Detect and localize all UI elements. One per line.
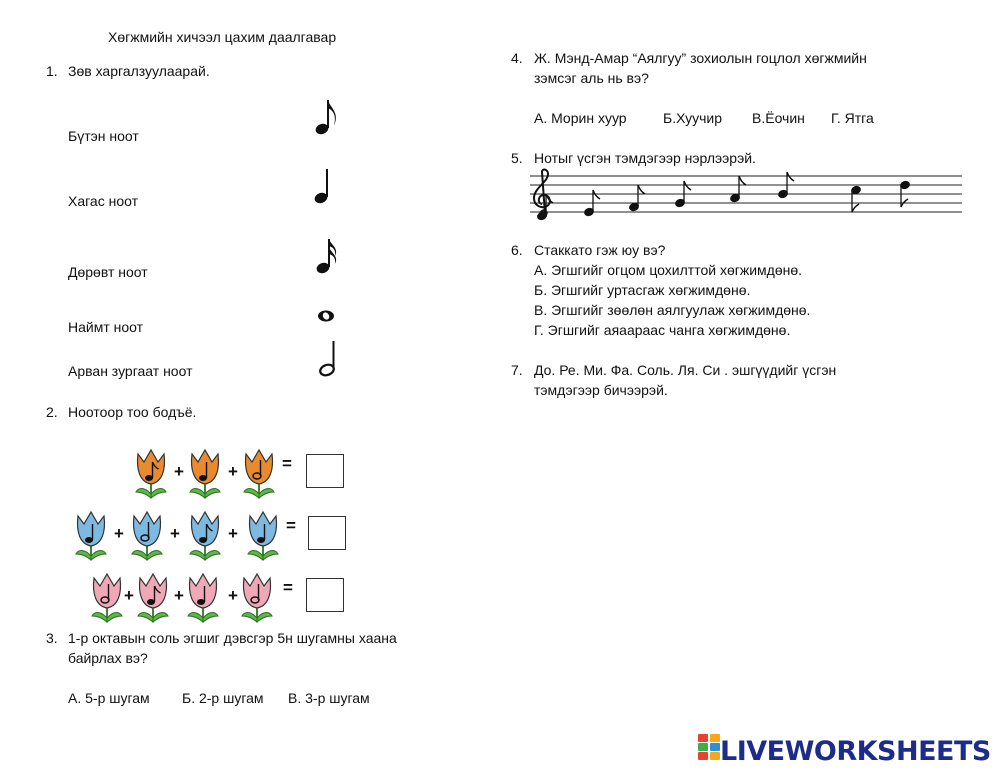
page-title: Хөгжмийн хичээл цахим даалгавар — [108, 29, 337, 45]
q3-text-line2: байрлах вэ? — [68, 650, 148, 666]
q5-number: 5. — [511, 150, 523, 166]
tulip-note-icon — [240, 448, 278, 500]
equals-sign: = — [286, 516, 296, 535]
q3-option-a[interactable]: А. 5-р шугам — [68, 690, 150, 706]
q6-option-a[interactable]: А. Эгшгийг огцом цохилттой хөгжимдөнө. — [534, 262, 803, 278]
q4-option-c[interactable]: В.Ёочин — [752, 110, 805, 126]
q3-text-line1: 1-р октавын соль эгшиг дэвсгэр 5н шугамны хаана — [68, 630, 397, 646]
q5-text: Нотыг үсгэн тэмдэгээр нэрлээрэй. — [534, 150, 756, 166]
tulip-note-icon — [244, 510, 282, 562]
plus-sign: + — [124, 586, 134, 605]
whole-note-icon[interactable] — [316, 307, 338, 325]
tulip-note-icon — [184, 572, 222, 624]
tulip-note-icon — [88, 572, 126, 624]
answer-box[interactable] — [306, 454, 344, 488]
q7-text-line2: тэмдэгээр бичээрэй. — [534, 382, 668, 398]
staff-note-7 — [851, 185, 862, 212]
plus-sign: + — [170, 524, 180, 543]
q4-text-line2: зэмсэг аль нь вэ? — [534, 70, 649, 86]
q1-number: 1. — [46, 63, 58, 79]
tulip-note-icon — [128, 510, 166, 562]
staff-note-5 — [730, 176, 746, 203]
logo-blocks-icon — [698, 734, 720, 768]
q1-label-whole[interactable]: Бүтэн ноот — [68, 128, 139, 144]
answer-box[interactable] — [306, 578, 344, 612]
equals-sign: = — [282, 454, 292, 473]
q6-text: Стаккато гэж юу вэ? — [534, 242, 666, 258]
eighth-note-icon[interactable] — [310, 98, 340, 138]
music-staff — [530, 168, 962, 224]
liveworksheets-logo[interactable] — [698, 734, 991, 768]
q1-label-sixteenth[interactable]: Арван зургаат ноот — [68, 363, 193, 379]
q1-label-quarter[interactable]: Дөрөвт ноот — [68, 264, 148, 280]
q3-number: 3. — [46, 630, 58, 646]
tulip-note-icon — [132, 448, 170, 500]
q4-option-a[interactable]: А. Морин хуур — [534, 110, 627, 126]
q6-option-b[interactable]: Б. Эгшгийг уртасгаж хөгжимдөнө. — [534, 282, 751, 298]
q3-option-b[interactable]: Б. 2-р шугам — [182, 690, 264, 706]
plus-sign: + — [174, 462, 184, 481]
q1-text: Зөв харгалзуулаарай. — [68, 63, 210, 79]
q1-label-half[interactable]: Хагас ноот — [68, 193, 139, 209]
q1-label-eighth[interactable]: Наймт ноот — [68, 319, 144, 335]
equals-sign: = — [283, 578, 293, 597]
q4-text-line1: Ж. Мэнд-Амар “Аялгуу” зохиолын гоцлол хөгжмийн — [534, 50, 867, 66]
half-note-icon[interactable] — [318, 340, 340, 380]
tulip-note-icon — [186, 510, 224, 562]
q6-option-c[interactable]: В. Эгшгийг зөөлөн аялгуулаж хөгжимдөнө. — [534, 302, 811, 318]
plus-sign: + — [228, 462, 238, 481]
tulip-note-icon — [72, 510, 110, 562]
staff-note-3 — [629, 185, 645, 212]
answer-box[interactable] — [308, 516, 346, 550]
plus-sign: + — [228, 524, 238, 543]
tulip-note-icon — [186, 448, 224, 500]
sixteenth-note-icon[interactable] — [312, 238, 342, 278]
q2-number: 2. — [46, 404, 58, 420]
q6-option-d[interactable]: Г. Эгшгийг аяаараас чанга хөгжимдөнө. — [534, 322, 791, 338]
quarter-note-icon[interactable] — [310, 168, 332, 208]
plus-sign: + — [114, 524, 124, 543]
plus-sign: + — [228, 586, 238, 605]
q4-number: 4. — [511, 50, 523, 66]
plus-sign: + — [174, 586, 184, 605]
tulip-note-icon — [134, 572, 172, 624]
q4-option-d[interactable]: Г. Ятга — [831, 110, 874, 126]
q4-option-b[interactable]: Б.Хуучир — [663, 110, 723, 126]
q6-number: 6. — [511, 242, 523, 258]
logo-text: LIVEWORKSHEETS — [720, 735, 991, 767]
q7-text-line1: До. Ре. Ми. Фа. Соль. Ля. Си . эшгүүдийг үсгэн — [534, 362, 837, 378]
tulip-note-icon — [238, 572, 276, 624]
q7-number: 7. — [511, 362, 523, 378]
q3-option-c[interactable]: В. 3-р шугам — [288, 690, 370, 706]
q2-text: Ноотоор тоо бодъё. — [68, 404, 197, 420]
